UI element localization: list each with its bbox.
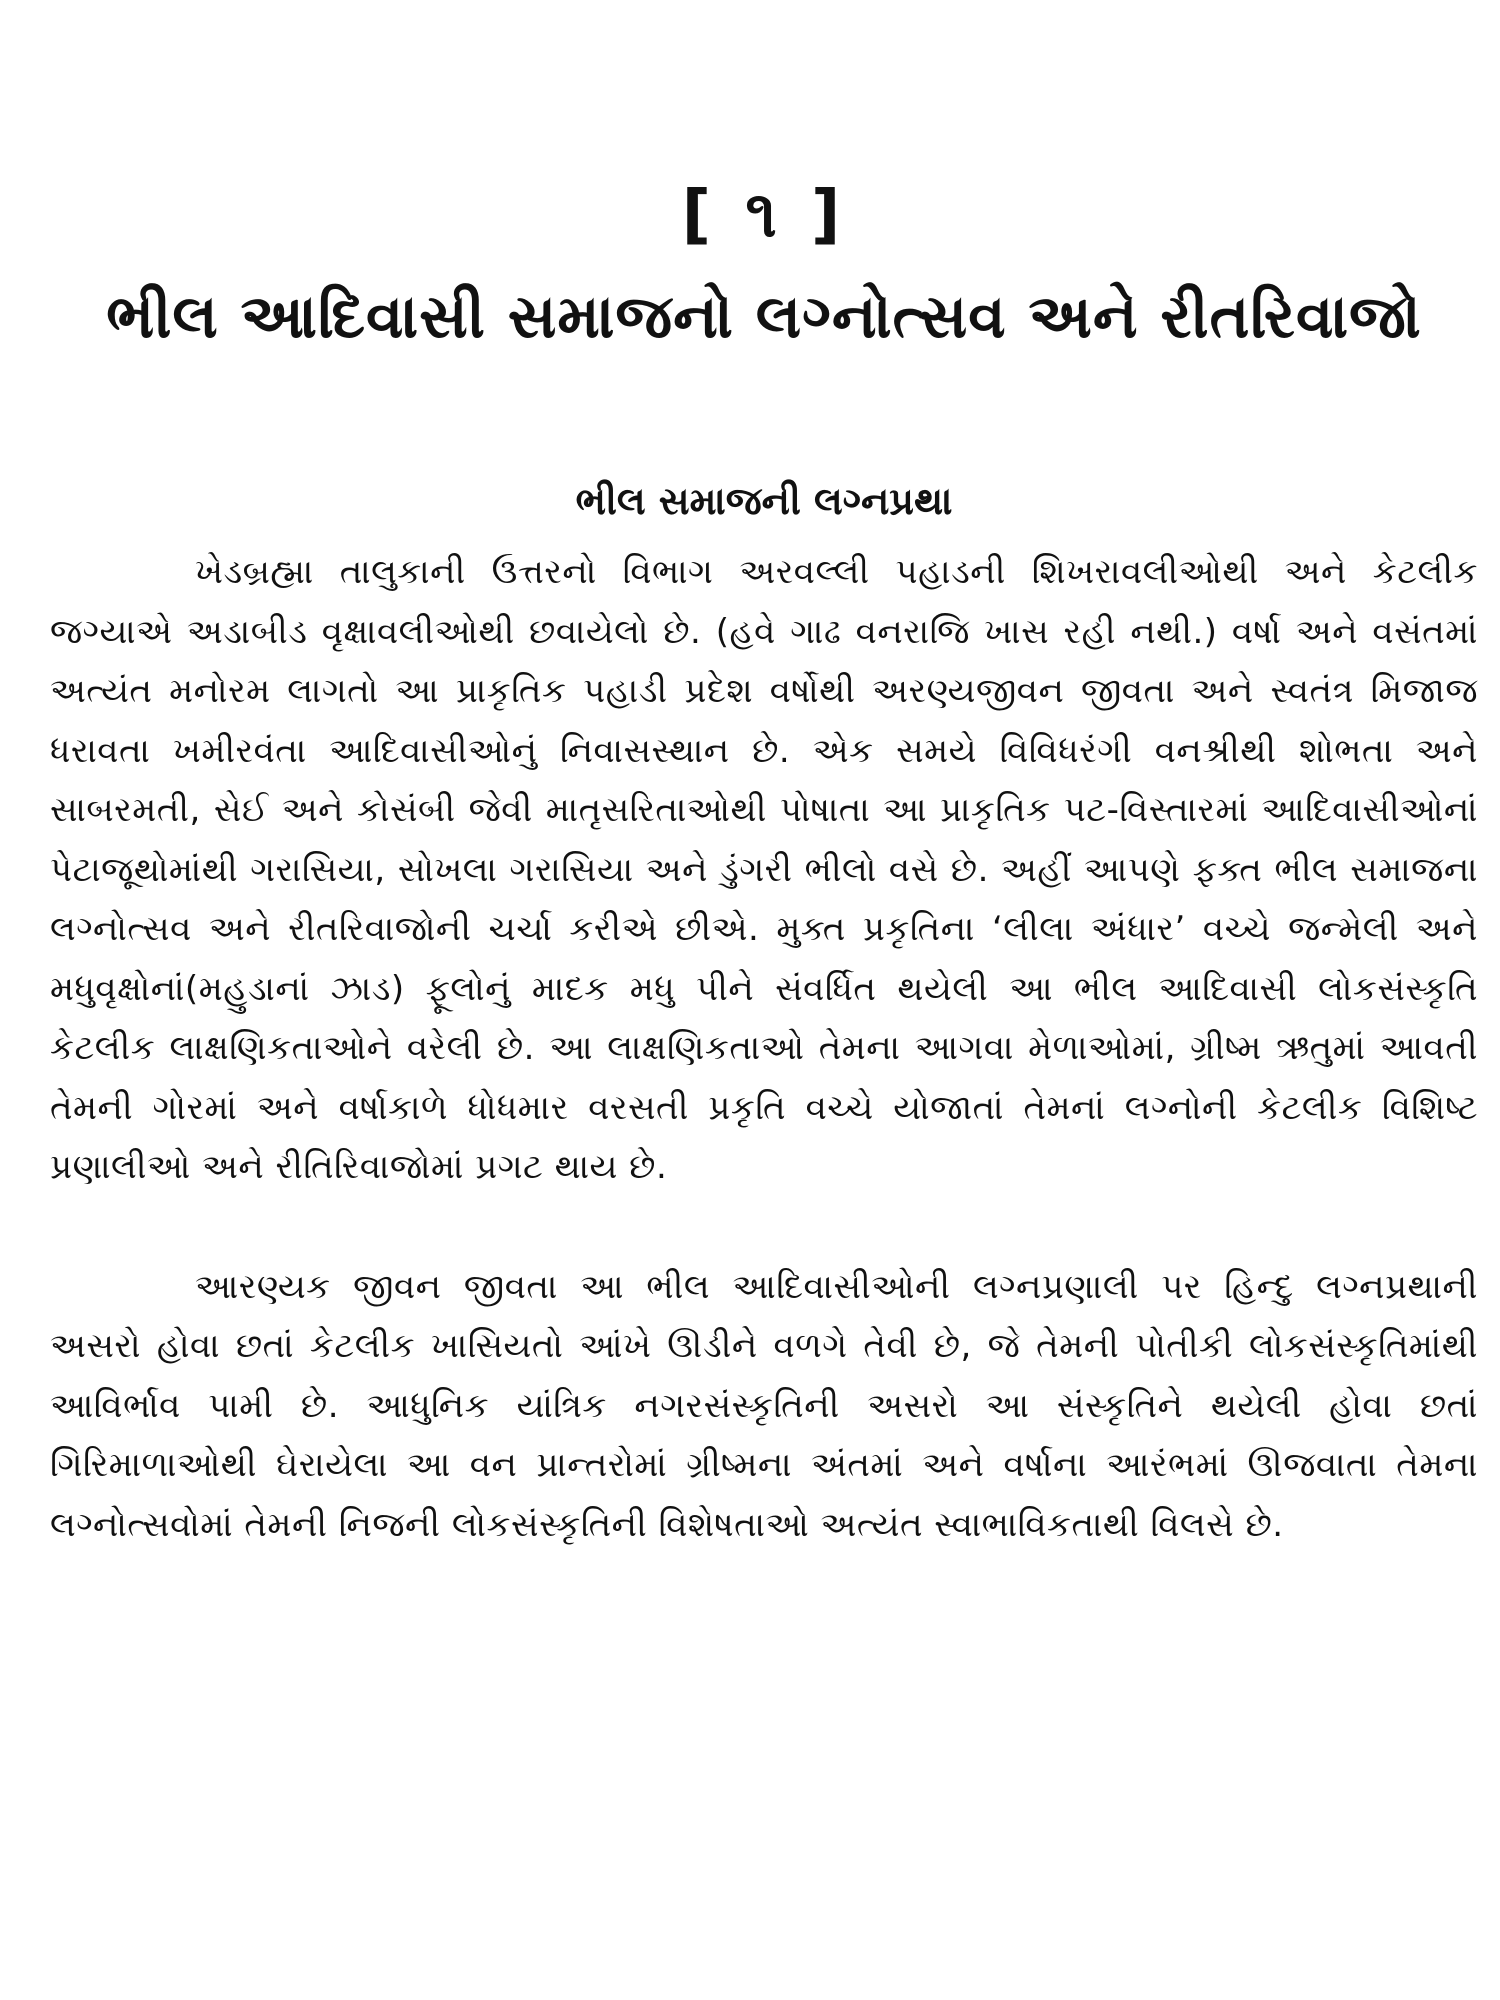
body-paragraph-1: ખેડબ્રહ્મા તાલુકાની ઉત્તરનો વિભાગ અરવલ્લી પહાડની શિખરાવલીઓથી અને કેટલીક જગ્યાએ અડાબીડ વૃક્ષાવલીઓથી છવાયેલો છે. (હવે ગાઢ વનરાજિ ખાસ રહી નથી.) વર્ષા અને વસંતમાં અત્યંત મનોરમ લાગતો આ પ્રાકૃતિક પહાડી પ્રદેશ વર્ષોથી અરણ્યજીવન જીવતા અને સ્વતંત્ર મિજાજ ધરાવતા ખમીરવંતા આદિવાસીઓનું નિવાસસ્થાન છે. એક સમયે વિવિધરંગી વનશ્રીથી શોભતા અને સાબરમતી, સેઈ અને કોસંબી જેવી માતૃસરિતાઓથી પોષાતા આ પ્રાકૃતિક પટ-વિસ્તારમાં આદિવાસીઓનાં પેટાજૂથોમાંથી ગરાસિયા, સોખલા ગરાસિયા અને ડુંગરી ભીલો વસે છે. અહીં આપણે ફક્ત ભીલ સમાજના લગ્નોત્સવ અને રીતરિવાજોની ચર્ચા કરીએ છીએ. મુક્ત પ્રકૃતિના ‘લીલા અંધાર’ વચ્ચે જન્મેલી અને મધુવૃક્ષોનાં(મહુડાનાં ઝાડ) ફૂલોનું માદક મધુ પીને સંવર્ધિત થયેલી આ ભીલ આદિવાસી લોકસંસ્કૃતિ કેટલીક લાક્ષણિકતાઓને વરેલી છે. આ લાક્ષણિકતાઓ તેમના આગવા મેળાઓમાં, ગ્રીષ્મ ઋતુમાં આવતી તેમની ગોરમાં અને વર્ષાકાળે ધોધમાર વરસતી પ્રકૃતિ વચ્ચે યોજાતાં તેમનાં લગ્નોની કેટલીક વિશિષ્ટ પ્રણાલીઓ અને રીતિરિવાજોમાં પ્રગટ થાય છે.	[50, 552, 1478, 1187]
chapter-number: [ ૧ ]	[681, 178, 847, 252]
section-heading: ભીલ સમાજની લગ્નપ્રથા	[575, 479, 953, 523]
body-paragraph-2: આરણ્યક જીવન જીવતા આ ભીલ આદિવાસીઓની લગ્નપ્રણાલી પર હિન્દુ લગ્નપ્રથાની અસરો હોવા છતાં કેટલીક ખાસિયતો આંખે ઊડીને વળગે તેવી છે, જે તેમની પોતીકી લોકસંસ્કૃતિમાંથી આવિર્ભાવ પામી છે. આધુનિક યાંત્રિક નગરસંસ્કૃતિની અસરો આ સંસ્કૃતિને થયેલી હોવા છતાં ગિરિમાળાઓથી ઘેરાયેલા આ વન પ્રાન્તરોમાં ગ્રીષ્મના અંતમાં અને વર્ષાના આરંભમાં ઊજવાતા તેમના લગ્નોત્સવોમાં તેમની નિજની લોકસંસ્કૃતિની વિશેષતાઓ અત્યંત સ્વાભાવિકતાથી વિલસે છે.	[50, 1266, 1478, 1545]
chapter-title: ભીલ આદિવાસી સમાજનો લગ્નોત્સવ અને રીતરિવાજો	[106, 282, 1422, 352]
